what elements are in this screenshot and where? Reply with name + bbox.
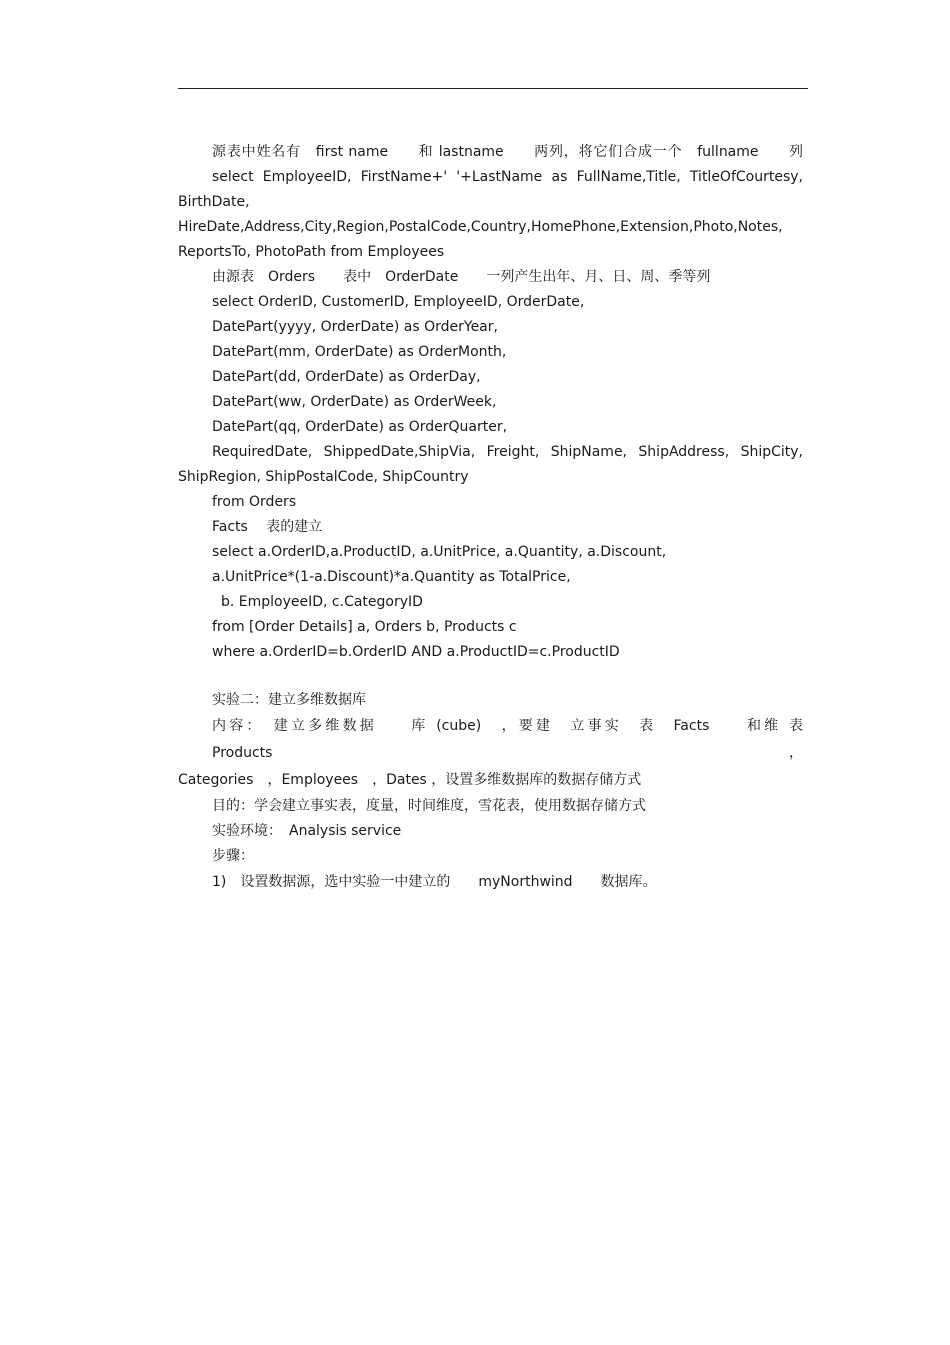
code-line: BirthDate, bbox=[178, 194, 250, 210]
code-line: DatePart(dd, OrderDate) as OrderDay, bbox=[212, 369, 481, 385]
text-line: 1) 设置数据源，选中实验一中建立的 myNorthwind 数据库。 bbox=[212, 874, 657, 890]
code-line: select EmployeeID, FirstName+' '+LastName as FullName,Title, TitleOfCourtesy, bbox=[212, 169, 803, 185]
text-line: 目的：学会建立事实表，度量，时间维度，雪花表，使用数据存储方式 bbox=[212, 798, 646, 814]
code-line: DatePart(ww, OrderDate) as OrderWeek, bbox=[212, 394, 497, 410]
text-line: 源表中姓名有 first name 和 lastname 两列，将它们合成一个 fullname 列 bbox=[212, 144, 803, 160]
code-line: select a.OrderID,a.ProductID, a.UnitPrice, a.Quantity, a.Discount, bbox=[212, 544, 667, 560]
section-heading: 实验二：建立多维数据库 bbox=[212, 692, 366, 708]
code-line: DatePart(qq, OrderDate) as OrderQuarter, bbox=[212, 419, 508, 435]
code-line: DatePart(yyyy, OrderDate) as OrderYear, bbox=[212, 319, 498, 335]
code-line: ReportsTo, PhotoPath from Employees bbox=[178, 244, 445, 260]
code-line: RequiredDate, ShippedDate,ShipVia, Freight, ShipName, ShipAddress, ShipCity, bbox=[212, 444, 803, 460]
text-line: Facts 表的建立 bbox=[212, 519, 323, 535]
code-line: from Orders bbox=[212, 494, 297, 510]
text-line: 内容： 建立多维数据 库 (cube) ，要建 立事实 表 Facts 和维 表 Products ， bbox=[212, 718, 817, 761]
code-line: select OrderID, CustomerID, EmployeeID, OrderDate, bbox=[212, 294, 585, 310]
code-line: HireDate,Address,City,Region,PostalCode,Country,HomePhone,Extension,Photo,Notes, bbox=[178, 219, 783, 235]
document-body bbox=[178, 140, 817, 896]
code-line: a.UnitPrice*(1-a.Discount)*a.Quantity as TotalPrice, bbox=[212, 569, 571, 585]
header-rule bbox=[178, 88, 808, 89]
paragraph-gap bbox=[178, 665, 803, 688]
text-line: 由源表 Orders 表中 OrderDate 一列产生出年、月、日、周、季等列 bbox=[212, 269, 711, 285]
code-line: ShipRegion, ShipPostalCode, ShipCountry bbox=[178, 469, 469, 485]
text-line: Categories ，Employees ，Dates ，设置多维数据库的数据存储方式 bbox=[178, 772, 642, 788]
code-line: where a.OrderID=b.OrderID AND a.ProductID=c.ProductID bbox=[212, 644, 620, 660]
code-line: DatePart(mm, OrderDate) as OrderMonth, bbox=[212, 344, 507, 360]
text-line: 步骤： bbox=[212, 848, 254, 864]
code-line: b. EmployeeID, c.CategoryID bbox=[221, 594, 423, 610]
text-line: 实验环境： Analysis service bbox=[212, 823, 402, 839]
code-line: from [Order Details] a, Orders b, Products c bbox=[212, 619, 517, 635]
